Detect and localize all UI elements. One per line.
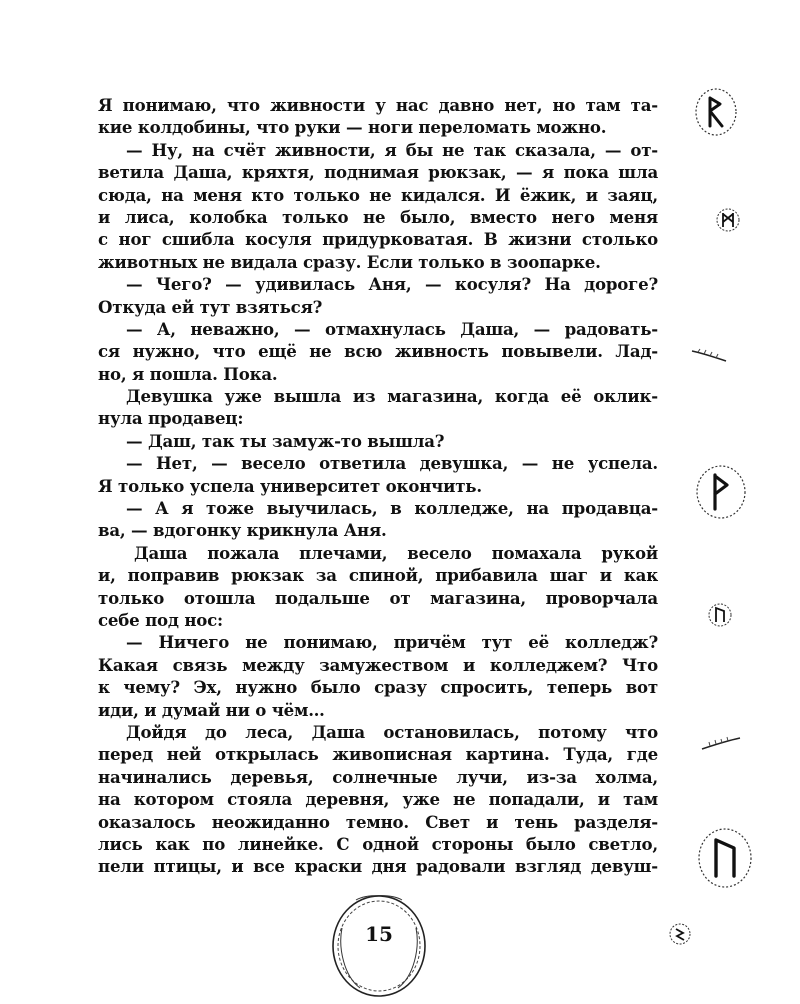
text-line: — Даш, так ты замуж-то вышла? xyxy=(126,430,445,451)
text-line: к чему? Эх, нужно было сразу спросить, теперь вот xyxy=(98,677,658,698)
text-line: оказалось неожиданно темно. Свет и тень разделя- xyxy=(98,811,658,832)
text-line: лись как по линейке. С одной стороны было светло, xyxy=(98,833,658,854)
text-line: ветила Даша, кряхтя, поднимая рюкзак, — я пока шла xyxy=(98,162,658,183)
text-line: ва, — вдогонку крикнула Аня. xyxy=(98,520,387,541)
text-line: животных не видала сразу. Если только в зоопарке. xyxy=(98,251,601,272)
text-line: с ног сшибла косуля придурковатая. В жизни столько xyxy=(98,229,658,250)
uruz-rune-icon xyxy=(695,826,755,890)
text-line: сюда, на меня кто только не кидался. И ёжик, и заяц, xyxy=(98,184,658,205)
text-line: только отошла подальше от магазина, проворчала xyxy=(98,587,658,608)
text-line: себе под нос: xyxy=(98,609,223,630)
text-line: Откуда ей тут взяться? xyxy=(98,296,323,317)
text-line: и, поправив рюкзак за спиной, прибавила шаг и как xyxy=(98,565,658,586)
text-line: — Ничего не понимаю, причём тут её колледж? xyxy=(126,632,658,653)
text-line: Девушка уже вышла из магазина, когда её оклик- xyxy=(126,386,658,407)
uruz-small-rune-icon xyxy=(705,600,735,630)
text-line: нула продавец: xyxy=(98,408,244,429)
text-line: Я понимаю, что живности у нас давно нет, но там та- xyxy=(98,95,658,115)
text-line: пели птицы, и все краски дня радовали взгляд девуш- xyxy=(98,856,658,877)
mannaz-rune-icon xyxy=(713,205,743,235)
text-line: — Ну, на счёт живности, я бы не так сказала, — от- xyxy=(126,139,658,160)
text-line: Даша пожала плечами, весело помахала рукой xyxy=(134,542,658,563)
text-line: на котором стояла деревня, уже не попадали, и там xyxy=(98,789,658,810)
text-line: — А, неважно, — отмахнулась Даша, — радовать- xyxy=(126,318,658,339)
text-line: перед ней открылась живописная картина. Туда, где xyxy=(98,744,658,765)
page-text xyxy=(98,94,658,878)
text-line: — Чего? — удивилась Аня, — косуля? На дороге? xyxy=(126,274,658,295)
feather-icon xyxy=(700,733,744,755)
text-line: иди, и думай ни о чём… xyxy=(98,699,325,720)
wunjo-rune-icon xyxy=(693,463,749,521)
text-line: — А я тоже выучилась, в колледже, на продавца- xyxy=(126,498,658,519)
text-line: начинались деревья, солнечные лучи, из-за холма, xyxy=(98,766,658,787)
page-number-medallion xyxy=(326,888,432,1000)
text-line: — Нет, — весело ответила девушка, — не успела. xyxy=(126,453,658,474)
text-line: Какая связь между замужеством и колледжем? Что xyxy=(98,654,658,675)
text-line: и лиса, колобка только не было, вместо него меня xyxy=(98,206,658,227)
feather-icon xyxy=(690,345,730,365)
text-line: Я только успела университет окончить. xyxy=(98,475,482,496)
sowilo-rune-icon xyxy=(666,920,694,948)
text-line: Дойдя до леса, Даша остановилась, потому что xyxy=(126,721,658,742)
text-line: ся нужно, что ещё не всю живность повывели. Лад- xyxy=(98,341,658,362)
text-line: кие колдобины, что руки — ноги переломать можно. xyxy=(98,117,607,138)
page-number: 15 xyxy=(365,922,393,946)
raido-rune-icon xyxy=(692,86,740,138)
text-line: но, я пошла. Пока. xyxy=(98,363,278,384)
